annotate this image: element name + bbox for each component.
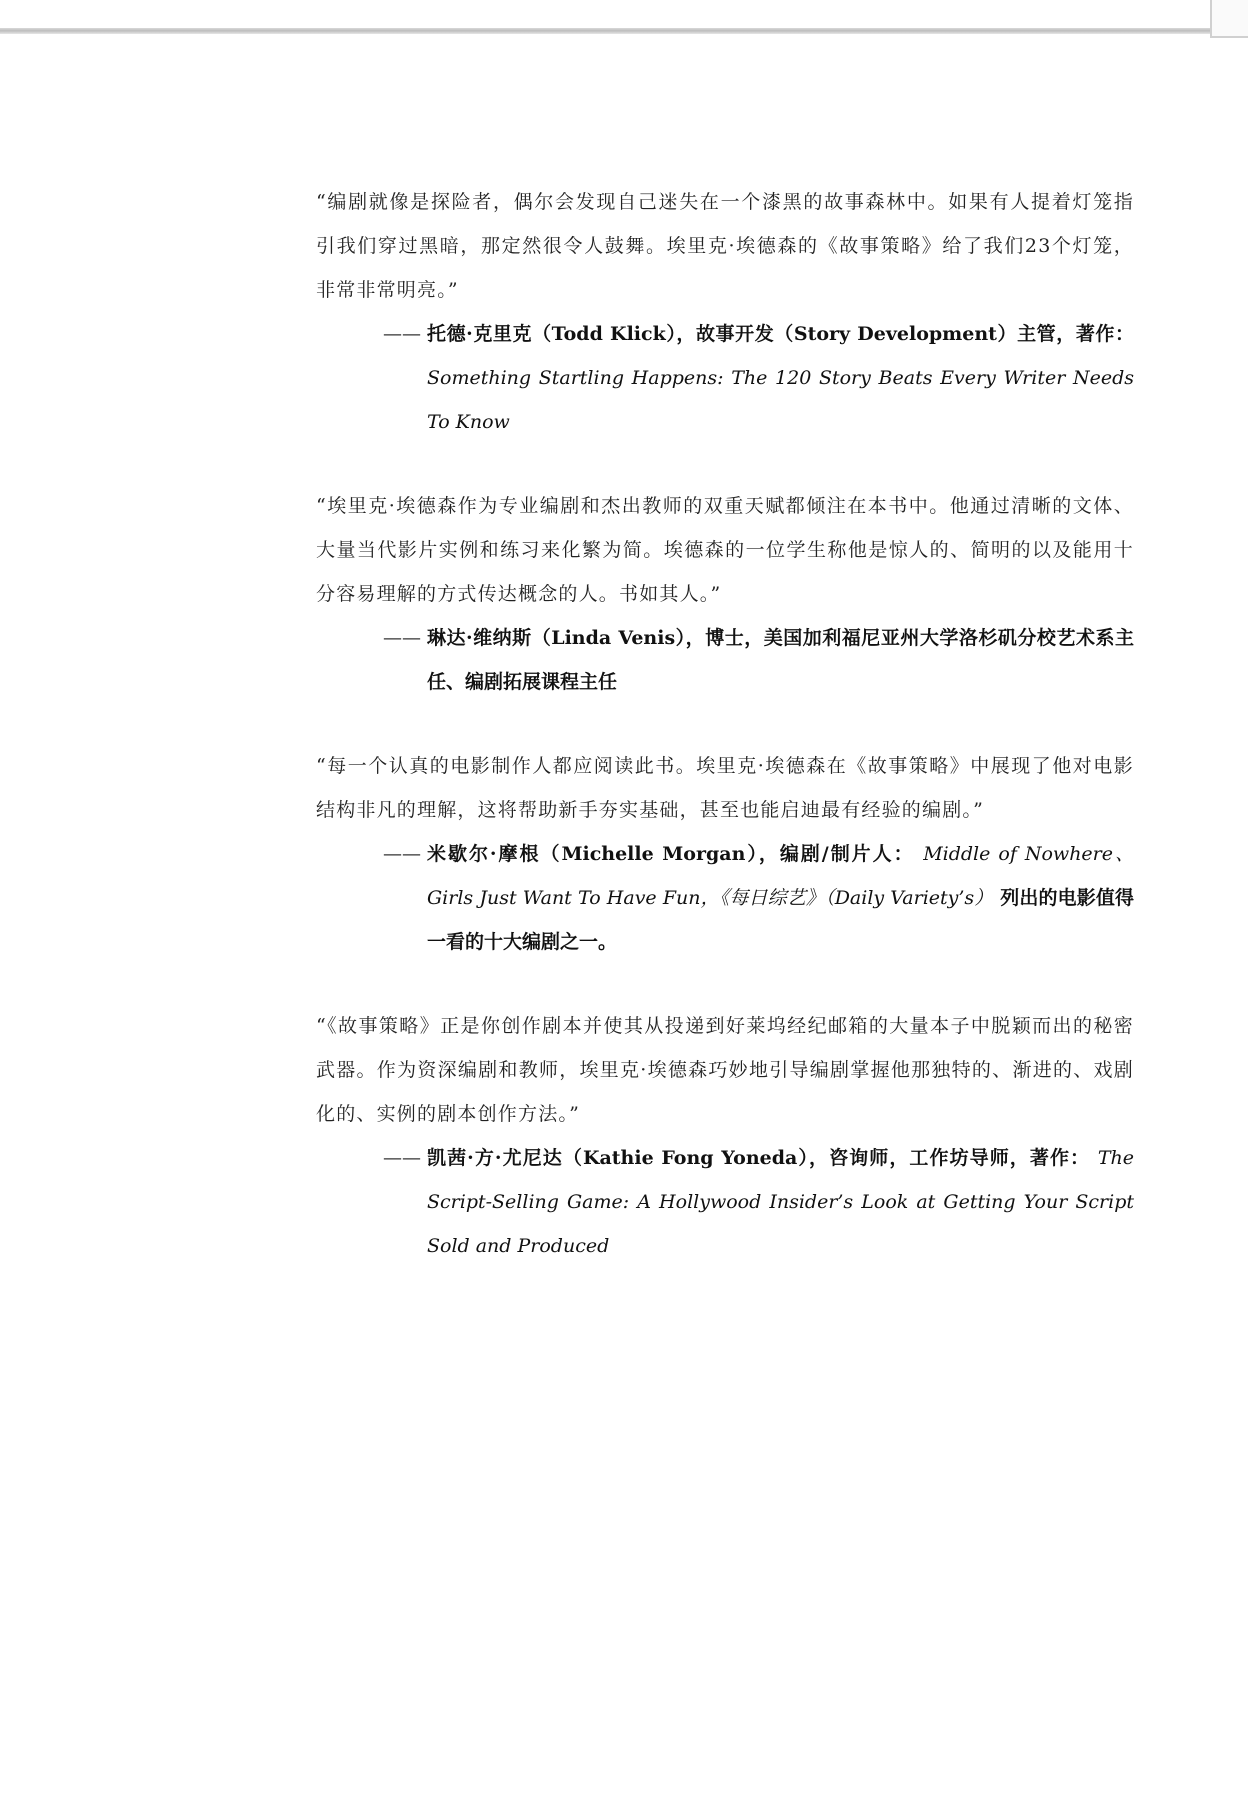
endorsement-attribution: [383, 1136, 1134, 1268]
endorsement-attribution: [383, 832, 1134, 964]
endorsements-section: [316, 180, 1134, 1268]
attribution-author: 米歇尔·摩根（Michelle Morgan），编剧/制片人：: [427, 843, 915, 865]
endorsement-attribution: [383, 312, 1134, 444]
scan-top-edge: [0, 28, 1248, 34]
endorsement-attribution: [383, 616, 1134, 704]
attribution-work-title: Middle of Nowhere、Girls Just Want To Have Fun，《每日综艺》（Daily Variety’s）: [427, 843, 1134, 909]
attribution-dash: ——: [383, 627, 421, 649]
endorsement-linda-venis: [316, 484, 1134, 704]
attribution-work-title: The Script-Selling Game: A Hollywood Insider’s Look at Getting Your Script Sold and Produced: [427, 1147, 1134, 1257]
attribution-dash: ——: [383, 323, 421, 345]
endorsement-kathie-fong-yoneda: [316, 1004, 1134, 1268]
endorsement-quote: “《故事策略》正是你创作剧本并使其从投递到好莱坞经纪邮箱的大量本子中脱颖而出的秘密武器。作为资深编剧和教师，埃里克·埃德森巧妙地引导编剧掌握他那独特的、渐进的、戏剧化的、实例的剧本创作方法。”: [316, 1015, 1134, 1125]
attribution-dash: ——: [383, 1147, 421, 1169]
endorsement-todd-klick: [316, 180, 1134, 444]
endorsement-quote: “埃里克·埃德森作为专业编剧和杰出教师的双重天赋都倾注在本书中。他通过清晰的文体、大量当代影片实例和练习来化繁为简。埃德森的一位学生称他是惊人的、简明的以及能用十分容易理解的方式传达概念的人。书如其人。”: [316, 495, 1134, 605]
attribution-work-title: Something Startling Happens: The 120 Story Beats Every Writer Needs To Know: [427, 367, 1134, 433]
endorsement-quote: “编剧就像是探险者，偶尔会发现自己迷失在一个漆黑的故事森林中。如果有人提着灯笼指引我们穿过黑暗，那定然很令人鼓舞。埃里克·埃德森的《故事策略》给了我们23个灯笼，非常非常明亮。”: [316, 191, 1134, 301]
attribution-author: 托德·克里克（Todd Klick），故事开发（Story Development）主管，著作：: [427, 323, 1134, 345]
endorsement-quote: “每一个认真的电影制作人都应阅读此书。埃里克·埃德森在《故事策略》中展现了他对电影结构非凡的理解，这将帮助新手夯实基础，甚至也能启迪最有经验的编剧。”: [316, 755, 1134, 821]
endorsement-michelle-morgan: [316, 744, 1134, 964]
scan-corner-mark: [1210, 0, 1248, 38]
attribution-author: 琳达·维纳斯（Linda Venis），博士，美国加利福尼亚州大学洛杉矶分校艺术系主任、编剧拓展课程主任: [427, 627, 1134, 693]
attribution-author: 凯茜·方·尤尼达（Kathie Fong Yoneda），咨询师，工作坊导师，著作：: [427, 1147, 1091, 1169]
attribution-note: 列出的电影值得一看的十大编剧之一。: [427, 887, 1134, 953]
attribution-dash: ——: [383, 843, 421, 865]
